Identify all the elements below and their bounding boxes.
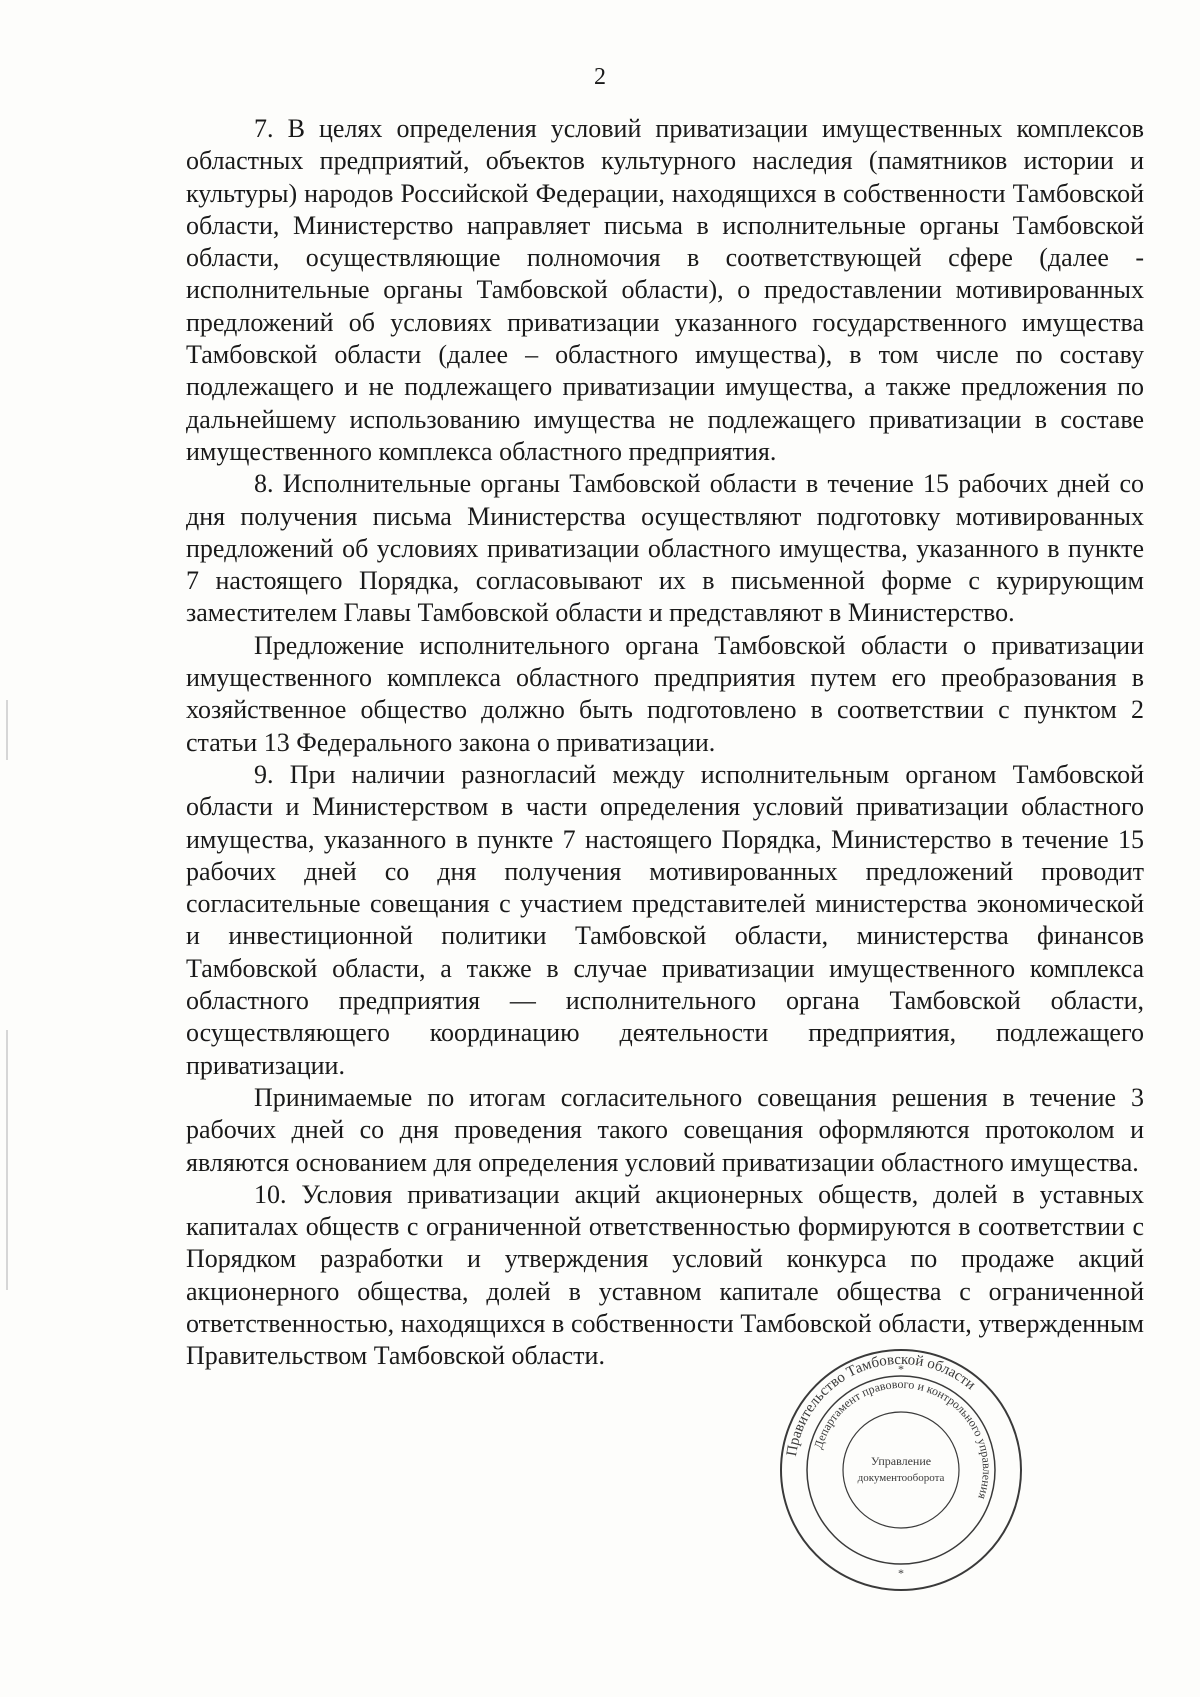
paragraph-8-proposal: Предложение исполнительного органа Тамбовской области о приватизации имущественного комплекса областного предприятия путем его преобразования в хозяйственное общество должно быть подготовлено в соответствии с пунктом 2 статьи 13 Федерального закона о приватизации. [186, 630, 1144, 757]
paragraph-7: 7. В целях определения условий приватизации имущественных комплексов областных предприятий, объектов культурного наследия (памятников истории и культуры) народов Российской Федерации, находящихся в собственности Тамбовской области, Министерство направляет письма в исполнительные органы Тамбовской области, осуществляющие полномочия в соответствующей сфере (далее - исполнительные органы Тамбовской области), о предоставлении мотивированных предложений об условиях приватизации указанного государственного имущества Тамбовской области (далее – областного имущества), в том числе по составу подлежащего и не подлежащего приватизации имущества, а также предложения по дальнейшему использованию имущества не подлежащего приватизации в составе имущественного комплекса областного предприятия. [186, 114, 1144, 466]
seal-center-line1: Управление [870, 1454, 932, 1468]
seal-star-bottom: * [898, 1566, 904, 1580]
seal-middle-ring [807, 1376, 995, 1564]
scan-artifact [6, 1030, 8, 1290]
document-body [186, 113, 1144, 1373]
paragraph-8: 8. Исполнительные органы Тамбовской области в течение 15 рабочих дней со дня получения письма Министерства осуществляют подготовку мотивированных предложений об условиях приватизации областного имущества, указанного в пункте 7 настоящего Порядка, согласовывают их в письменной форме с курирующим заместителем Главы Тамбовской области и представляют в Министерство. [186, 469, 1144, 628]
seal-inner-ring [843, 1412, 959, 1528]
seal-inner-text: Департамент правового и контрольного управления [810, 1376, 995, 1502]
seal-outer-text: Правительство Тамбовской области [783, 1351, 979, 1458]
page-number: 2 [594, 64, 606, 90]
scan-artifact [6, 700, 8, 760]
official-seal-stamp [776, 1345, 1026, 1595]
seal-center-line2: документооборота [857, 1472, 945, 1484]
seal-star-top: * [898, 1362, 904, 1376]
paragraph-10: 10. Условия приватизации акций акционерных обществ, долей в уставных капиталах обществ с ограниченной ответственностью формируются в соответствии с Порядком разработки и утверждения условий конкурса по продаже акций акционерного общества, долей в уставном капитале общества с ограниченной ответственностью, находящихся в собственности Тамбовской области, утвержденным Правительством Тамбовской области. [186, 1179, 1144, 1371]
paragraph-9-decisions: Принимаемые по итогам согласительного совещания решения в течение 3 рабочих дней со дня проведения такого совещания оформляются протоколом и являются основанием для определения условий приватизации областного имущества. [186, 1082, 1144, 1177]
paragraph-9: 9. При наличии разногласий между исполнительным органом Тамбовской области и Министерством в части определения условий приватизации областного имущества, указанного в пункте 7 настоящего Порядка, Министерство в течение 15 рабочих дней со дня получения мотивированных предложений проводит согласительные совещания с участием представителей министерства экономической и инвестиционной политики Тамбовской области, министерства финансов Тамбовской области, а также в случае приватизации имущественного комплекса областного предприятия — исполнительного органа Тамбовской области, осуществляющего координацию деятельности предприятия, подлежащего приватизации. [186, 759, 1144, 1080]
